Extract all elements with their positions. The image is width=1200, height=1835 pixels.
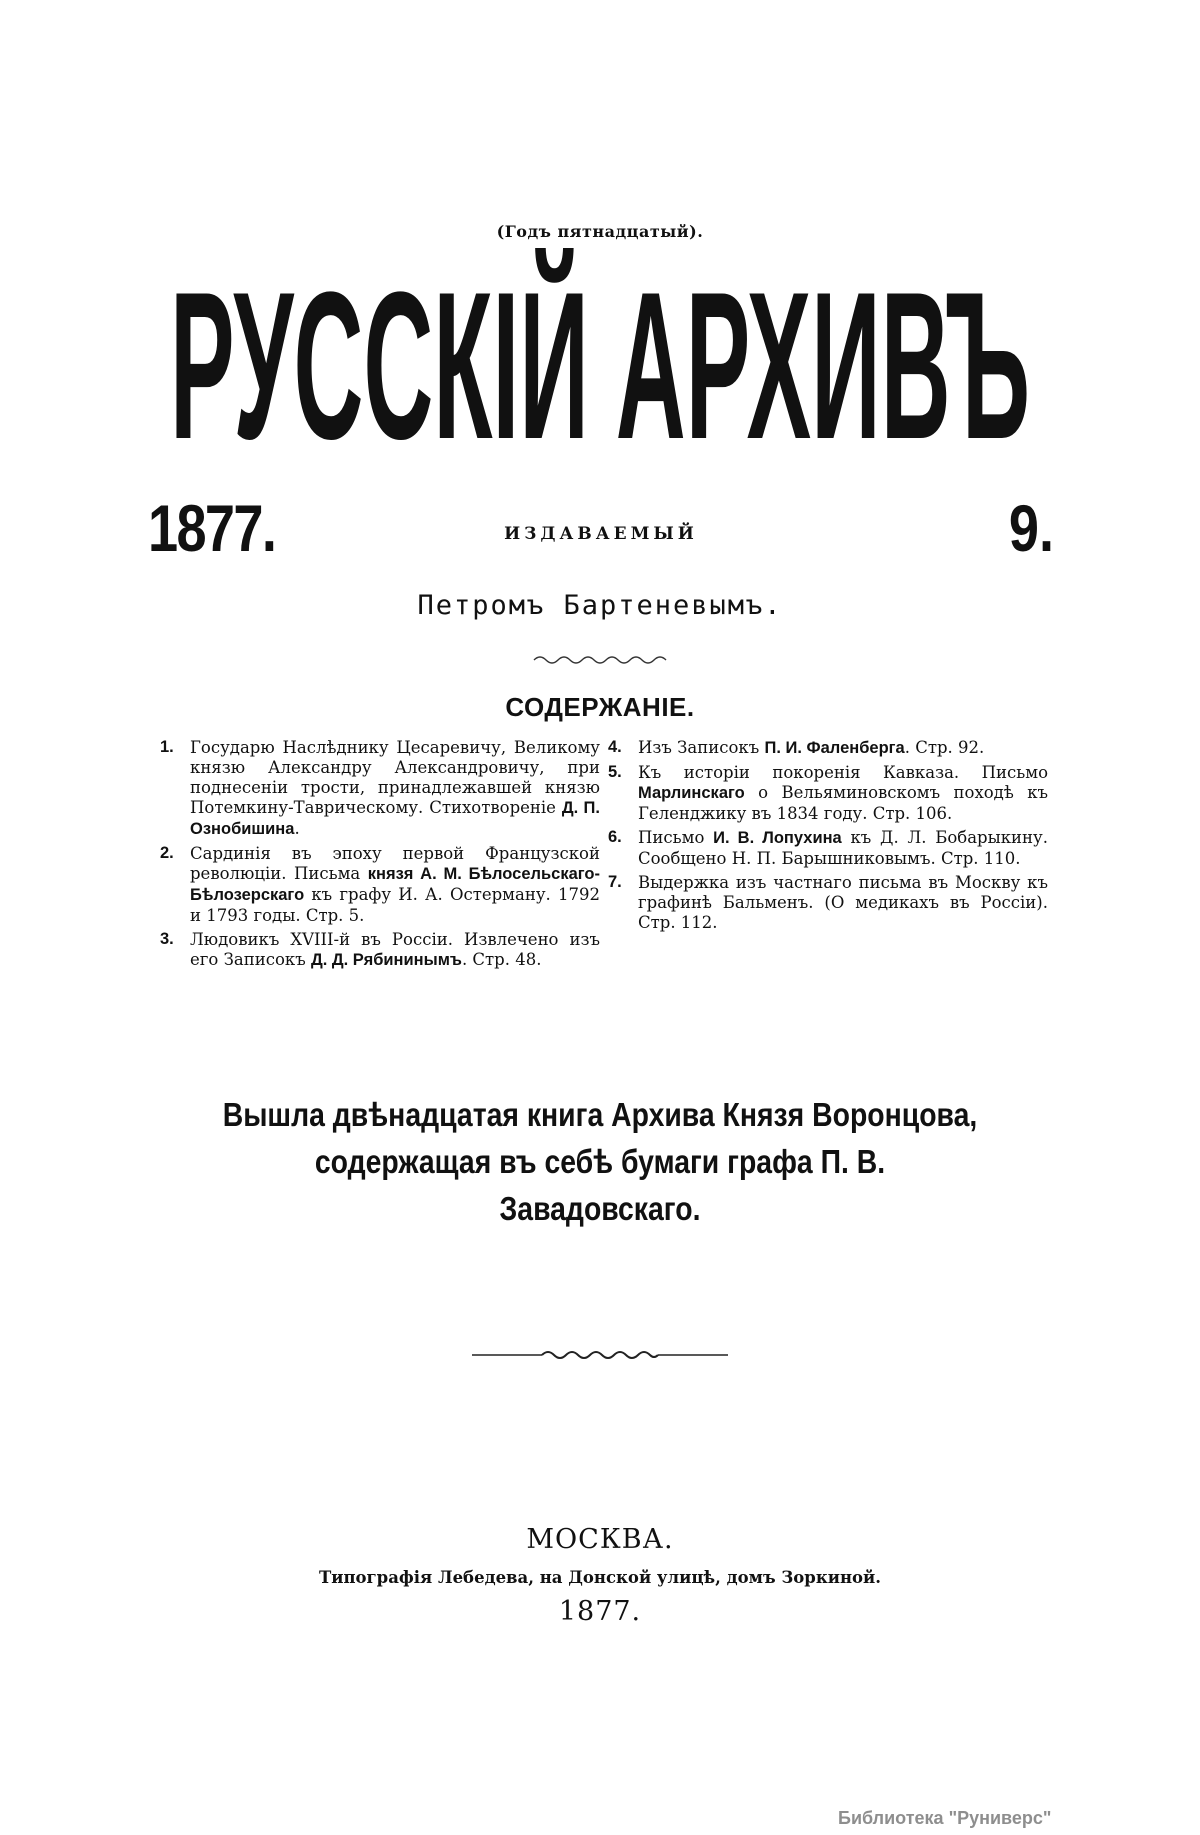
item-tail: о Вельяминовскомъ походѣ къ Геленджику въ 1834 году. Стр. 106. bbox=[638, 782, 1048, 823]
masthead-lettering bbox=[168, 248, 1032, 470]
item-author: Д. Д. Рябининымъ bbox=[310, 950, 462, 969]
contents-item bbox=[608, 828, 1048, 869]
item-text: Выдержка изъ частнаго письма въ Москву къ графинѣ Бальменъ. (О медикахъ въ Россіи). Стр. 112. bbox=[638, 872, 1048, 932]
contents-item bbox=[608, 763, 1048, 824]
item-text: Изъ Записокъ bbox=[638, 738, 765, 757]
contents-item bbox=[160, 738, 600, 840]
item-number: 1. bbox=[160, 738, 174, 756]
item-number: 4. bbox=[608, 738, 622, 756]
item-author: Д. П. Ознобишина bbox=[190, 798, 600, 838]
item-author: И. В. Лопухина bbox=[713, 828, 842, 847]
published-by-label: ИЗДАВАЕМЫЙ bbox=[504, 524, 698, 544]
issue-number: 9. bbox=[1008, 491, 1054, 565]
year-ordinal: (Годъ пятнадцатый). bbox=[496, 222, 704, 241]
item-text: Письмо bbox=[638, 827, 714, 847]
item-tail: къ Д. Л. Бобарыкину. Сообщено Н. П. Барышниковымъ. Стр. 110. bbox=[638, 827, 1049, 868]
contents-column-right bbox=[608, 738, 1048, 938]
item-tail: къ графу И. А. Остерману. 1792 и 1793 годы. Стр. 5. bbox=[190, 884, 600, 925]
item-text: Къ исторіи покоренія Кавказа. Письмо bbox=[638, 762, 1048, 782]
item-text: Государю Наслѣднику Цесаревичу, Великому князю Александру Александровичу, при поднесеніи трости, принадлежавшей князю Потемкину-Таврическому. Стихотвореніе bbox=[190, 738, 600, 817]
contents-column-left bbox=[160, 738, 600, 974]
item-tail: . Стр. 92. bbox=[904, 738, 985, 757]
squiggle-ornament bbox=[532, 652, 672, 668]
issue-row bbox=[148, 490, 1054, 565]
contents-heading: СОДЕРЖАНІЕ. bbox=[505, 692, 695, 722]
item-number: 7. bbox=[608, 872, 622, 891]
item-tail: . Стр. 48. bbox=[461, 949, 542, 969]
contents-item bbox=[608, 738, 1048, 759]
issue-year: 1877. bbox=[148, 491, 276, 565]
item-author: П. И. Фаленберга bbox=[764, 739, 905, 757]
item-number: 6. bbox=[608, 827, 622, 846]
imprint-printer: Типографія Лебедева, на Донской улицѣ, домъ Зоркиной. bbox=[318, 1568, 882, 1587]
item-text: Людовикъ XVIII-й въ Россіи. Извлечено изъ его Записокъ bbox=[190, 929, 600, 969]
contents-item bbox=[160, 844, 600, 926]
masthead-text: РУССКІЙ АРХИВЪ bbox=[170, 248, 1030, 470]
editor-name: Петромъ Бартеневымъ. bbox=[417, 590, 783, 621]
announcement: Вышла двѣнадцатая книга Архива Князя Воронцова, содержащая въ себѣ бумаги графа П. В. Завадовскаго. bbox=[222, 1096, 978, 1227]
masthead-title bbox=[168, 248, 1032, 470]
item-tail: . bbox=[294, 818, 300, 838]
contents-item bbox=[160, 930, 600, 971]
item-text: Сардинія въ эпоху первой Французской революціи. Письма bbox=[190, 843, 600, 883]
item-author: Марлинскаго bbox=[638, 783, 745, 802]
item-author: князя А. М. Бѣлосельскаго-Бѣлозерскаго bbox=[190, 864, 600, 904]
item-number: 5. bbox=[608, 762, 622, 781]
imprint-city: МОСКВА. bbox=[526, 1524, 674, 1555]
contents-item bbox=[608, 873, 1048, 934]
library-watermark: Библиотека "Руниверс" bbox=[838, 1808, 1052, 1828]
fleuron-ornament bbox=[470, 1348, 730, 1362]
imprint-year: 1877. bbox=[558, 1596, 642, 1627]
item-number: 2. bbox=[160, 843, 174, 862]
item-number: 3. bbox=[160, 929, 174, 948]
